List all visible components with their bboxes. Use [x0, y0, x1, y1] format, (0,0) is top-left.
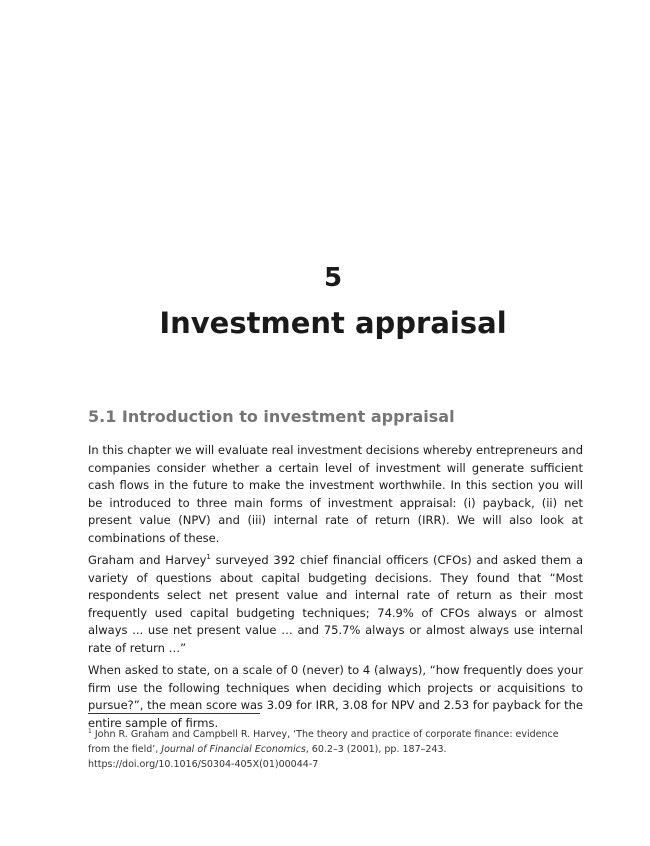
chapter-number: 5	[323, 263, 343, 293]
footnote-journal: Journal of Financial Economics	[161, 744, 306, 755]
paragraph-survey-start: Graham and Harvey	[88, 553, 207, 567]
footnote-reference[interactable]: 1	[206, 553, 211, 562]
footnote-marker: 1	[88, 727, 92, 735]
chapter-title: Investment appraisal	[159, 306, 507, 340]
paragraph-scores: When asked to state, on a scale of 0 (never) to 4 (always), “how frequently does your firm use the following techniques when deciding which projects or acquisitions to pursue?”, the mean score was 3.09 for IRR, 3.08 for NPV and 2.53 for payback for the entire sample of firms.	[88, 663, 583, 730]
paragraph-intro: In this chapter we will evaluate real investment decisions whereby entrepreneurs and companies consider whether a certain level of investment will generate sufficient cash flows in the future to make the investment worthwhile. In this section you will be introduced to three main forms of investment appraisal: (i) payback, (ii) net present value (NPV) and (iii) internal rate of return (IRR). We will also look at combinations of these.	[88, 443, 583, 545]
paragraph-survey	[88, 552, 583, 657]
footnote-divider	[88, 713, 260, 714]
footnote-text-end: , 60.2–3 (2001), pp. 187–243. https://doi.org/10.1016/S0304-405X(01)00044-7	[88, 744, 447, 770]
paragraph-survey-rest: surveyed 392 chief financial officers (CFOs) and asked them a variety of questions about capital budgeting decisions. They found that “Most respondents select net present value and internal rate of return as their most frequently used capital budgeting techniques; 74.9% of CFOs always or almost always ... use net present value … and 75.7% always or almost always use internal rate of return …”	[88, 553, 583, 655]
footnote	[88, 727, 578, 772]
body-text	[88, 442, 583, 737]
section-heading: 5.1 Introduction to investment appraisal	[88, 407, 455, 426]
footnote-text-start: John R. Graham and Campbell R. Harvey, ‘The theory and practice of corporate finance: evidence from the field’,	[88, 729, 559, 755]
